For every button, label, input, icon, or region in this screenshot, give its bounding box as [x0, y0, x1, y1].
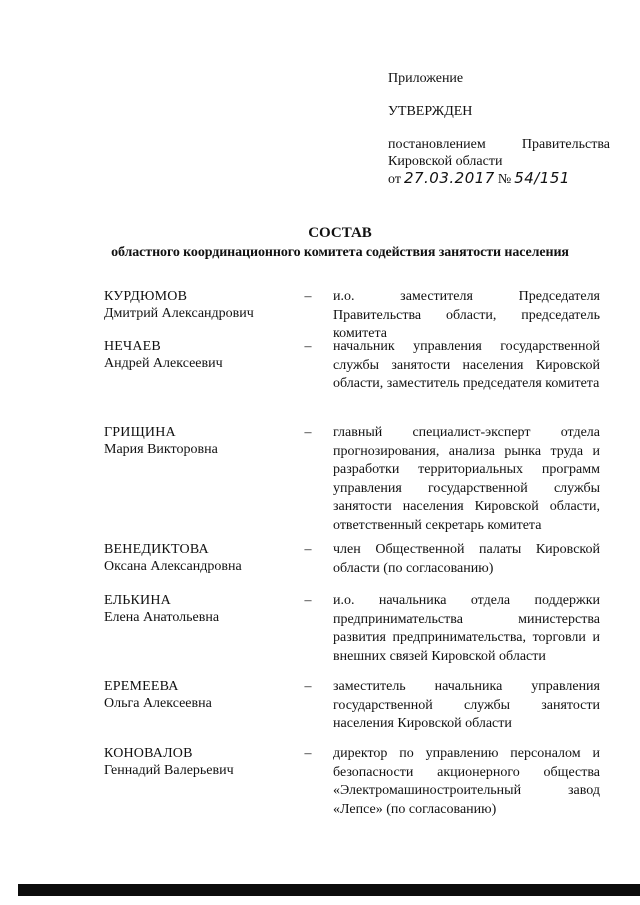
number-sign: №	[497, 172, 512, 187]
member-given-names: Мария Викторовна	[104, 442, 218, 457]
member-surname: ВЕНЕДИКТОВА	[104, 542, 209, 557]
separator-dash: –	[304, 679, 312, 694]
separator-dash: –	[304, 593, 312, 608]
separator-dash: –	[304, 746, 312, 761]
member-given-names: Елена Анатольевна	[104, 610, 220, 625]
separator-dash: –	[304, 425, 312, 440]
document-subtitle: областного координационного комитета содействия занятости населения	[111, 245, 569, 260]
member-role: начальник управления государственной службы занятости населения Кировской области, заместитель председателя комитета	[333, 339, 600, 392]
appendix-label: Приложение	[388, 71, 464, 86]
member-role: и.о. начальника отдела поддержки предпринимательства министерства развития предпринимательства, торговли и внешних связей Кировской области	[333, 593, 600, 664]
member-role: главный специалист-эксперт отдела прогнозирования, анализа рынка труда и разработки территориальных программ управления государственной службы занятости населения Кировской области, ответственный секретарь комитета	[333, 425, 600, 533]
handwritten-date: 27.03.2017	[403, 169, 495, 187]
date-prefix: от	[388, 172, 401, 187]
member-name	[104, 541, 294, 575]
member-surname: КУРДЮМОВ	[104, 289, 188, 304]
member-surname: НЕЧАЕВ	[104, 339, 161, 354]
approval-block	[388, 70, 610, 188]
member-surname: КОНОВАЛОВ	[104, 746, 193, 761]
separator-dash: –	[304, 339, 312, 354]
member-given-names: Оксана Александровна	[104, 559, 242, 574]
decree-line-1: постановлением Правительства	[388, 137, 610, 152]
member-name	[104, 678, 294, 712]
member-name	[104, 745, 294, 779]
member-role: и.о. заместителя Председателя Правительства области, председатель комитета	[333, 289, 600, 342]
member-role: директор по управлению персоналом и безопасности акционерного общества «Электромашиностроительный завод «Лепсе» (по согласованию)	[333, 746, 600, 817]
member-name	[104, 424, 294, 458]
approved-label: УТВЕРЖДЕН	[388, 104, 473, 119]
member-given-names: Андрей Алексеевич	[104, 356, 223, 371]
member-surname: ЕЛЬКИНА	[104, 593, 171, 608]
member-given-names: Геннадий Валерьевич	[104, 763, 234, 778]
member-given-names: Дмитрий Александрович	[104, 306, 254, 321]
member-surname: ГРИЩИНА	[104, 425, 176, 440]
member-role: член Общественной палаты Кировской области (по согласованию)	[333, 542, 600, 576]
separator-dash: –	[304, 289, 312, 304]
separator-dash: –	[304, 542, 312, 557]
bottom-scan-edge	[18, 884, 640, 896]
member-surname: ЕРЕМЕЕВА	[104, 679, 179, 694]
member-role: заместитель начальника управления государственной службы занятости населения Кировской области	[333, 679, 600, 732]
handwritten-number: 54/151	[514, 169, 570, 187]
member-name	[104, 338, 294, 372]
decree-date-number	[388, 170, 610, 188]
member-given-names: Ольга Алексеевна	[104, 696, 212, 711]
member-name	[104, 592, 294, 626]
document-title: СОСТАВ	[308, 225, 372, 241]
decree-line-2: Кировской области	[388, 154, 503, 169]
member-name	[104, 288, 294, 322]
